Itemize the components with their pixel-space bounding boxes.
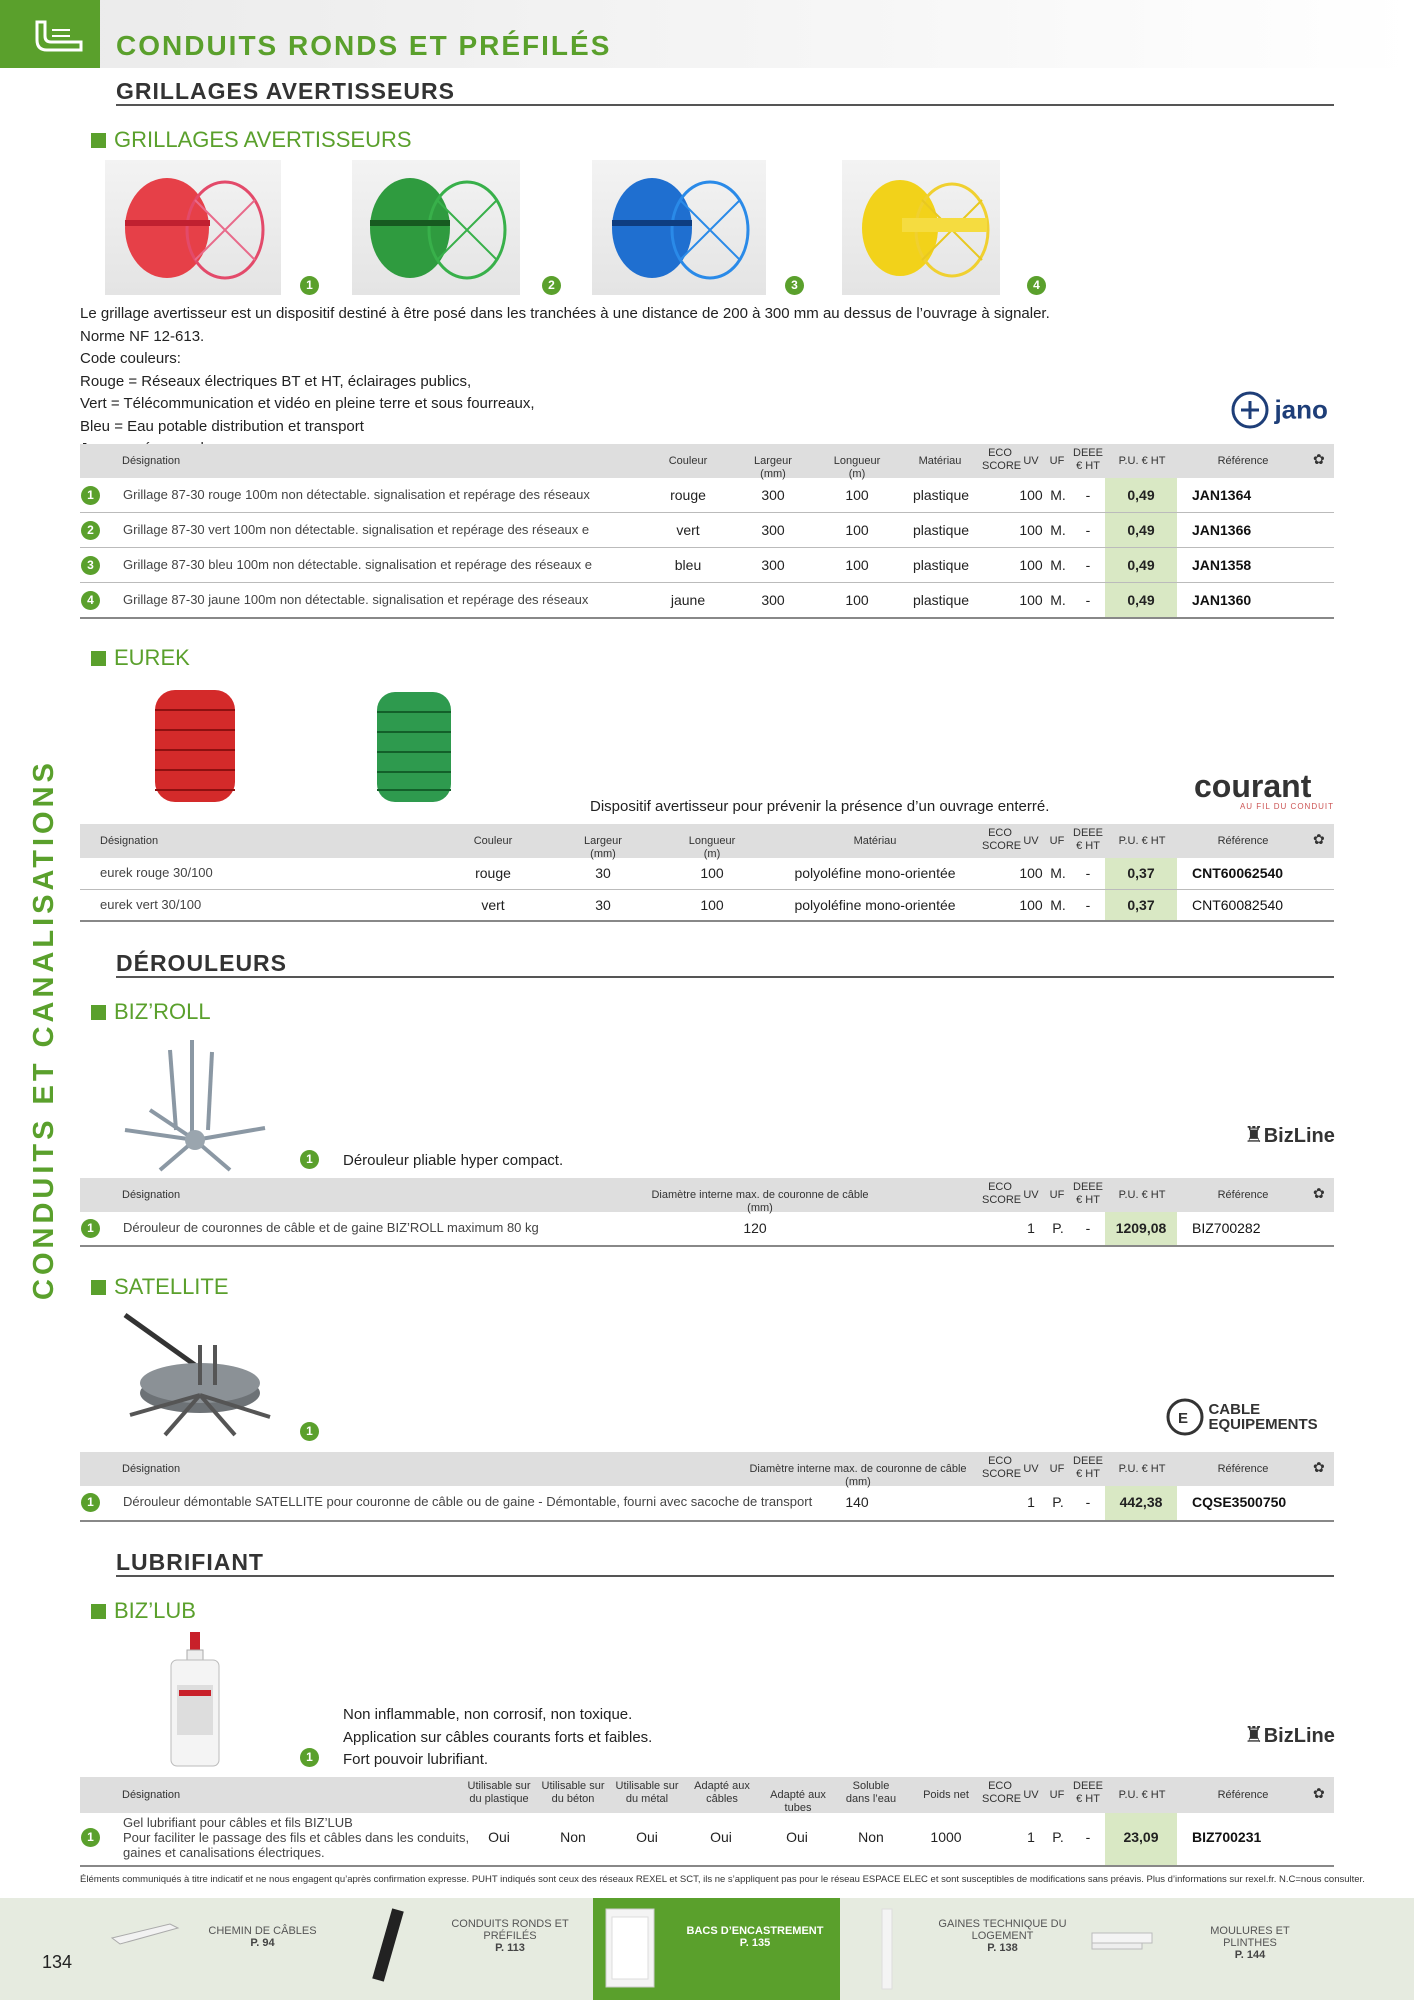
row-largeur: 30: [595, 897, 611, 913]
col-header-materiau: Matériau: [918, 455, 962, 467]
row-materiau: plastique: [912, 557, 970, 573]
flush-box-thumbnail: [600, 1905, 665, 1993]
row-reference: JAN1364: [1192, 487, 1252, 503]
product-image-yellow-mesh: [842, 160, 1000, 295]
row-divider: [80, 512, 1334, 513]
section-rule: [116, 976, 1334, 978]
col-header-reference: Référence: [1217, 835, 1269, 847]
section-rule: [116, 1575, 1334, 1577]
product-image-eurek-red: [150, 680, 240, 810]
footer-nav-item-moulures[interactable]: MOULURES ET PLINTHES P. 144: [1210, 1925, 1290, 1961]
row-deee: -: [1085, 557, 1091, 573]
row-longueur: 100: [845, 557, 869, 573]
row-designation: Dérouleur démontable SATELLITE pour couronne de câble ou de gaine - Démontable, fourni avec sacoche de transport: [123, 1494, 813, 1509]
col-header-designation: Désignation: [122, 455, 181, 467]
row-couleur: jaune: [670, 592, 706, 608]
row-diametre: 120: [743, 1220, 767, 1236]
row-metal: Oui: [636, 1829, 658, 1845]
brand-logo-bizline: ♜BizLine: [1244, 1122, 1335, 1147]
product-image-satellite: [120, 1305, 275, 1440]
col-header-reference: Référence: [1217, 1463, 1269, 1475]
section-title-lubrifiant: LUBRIFIANT: [116, 1549, 264, 1575]
row-reference: JAN1366: [1192, 522, 1252, 538]
product-number-badge: 1: [300, 276, 319, 295]
row-price: 0,49: [1127, 557, 1155, 573]
table-bottom-rule: [80, 920, 1334, 922]
row-materiau: plastique: [912, 487, 970, 503]
row-number-badge: 3: [81, 556, 100, 575]
brand-logo-bizline: ♜BizLine: [1244, 1722, 1335, 1747]
row-soluble: Non: [858, 1829, 884, 1845]
col-header-uf: UF: [1049, 1789, 1065, 1801]
product-image-green-mesh: [352, 160, 520, 295]
row-reference: CNT60082540: [1192, 897, 1284, 913]
product-number-badge: 2: [542, 276, 561, 295]
row-uv: 1: [1027, 1829, 1035, 1845]
product-image-eurek-green: [372, 682, 456, 812]
col-header-uf: UF: [1049, 1189, 1065, 1201]
row-price: 23,09: [1123, 1829, 1159, 1845]
row-reference: JAN1358: [1192, 557, 1252, 573]
subsection-title-bizlub: BIZ’LUB: [91, 1598, 196, 1624]
section-title-grillages: GRILLAGES AVERTISSEURS: [116, 78, 455, 104]
row-materiau: plastique: [912, 592, 970, 608]
row-beton: Non: [560, 1829, 586, 1845]
row-deee: -: [1085, 592, 1091, 608]
row-couleur: rouge: [670, 487, 706, 503]
col-header-couleur: Couleur: [473, 835, 513, 847]
brand-logo-courant: courant AU FIL DU CONDUIT: [1194, 768, 1334, 811]
row-diametre: 140: [845, 1494, 869, 1510]
row-materiau: polyoléfine mono-orientée: [794, 865, 956, 881]
col-header-deee: DEEE € HT: [1073, 1780, 1103, 1805]
row-couleur: vert: [676, 522, 700, 538]
col-header-longueur: Longueur (m): [833, 455, 881, 480]
page-number: 134: [42, 1952, 73, 1972]
row-deee: -: [1085, 1829, 1091, 1845]
section-title-derouleurs: DÉROULEURS: [116, 950, 288, 976]
footer-nav-item-conduits[interactable]: CONDUITS RONDS ET PRÉFILÉS P. 113: [451, 1918, 569, 1954]
col-header-largeur: Largeur (mm): [754, 455, 792, 480]
row-uf: M.: [1050, 865, 1066, 881]
category-icon: [0, 0, 100, 68]
col-header-uv: UV: [1023, 455, 1039, 467]
col-header-materiau: Matériau: [853, 835, 897, 847]
table-bottom-rule: [80, 1865, 1334, 1867]
brand-logo-cable-equipements: E CABLE EQUIPEMENTS: [1166, 1398, 1318, 1436]
col-header-deee: DEEE € HT: [1073, 1181, 1103, 1206]
col-header-longueur: Longueur (m): [688, 835, 736, 860]
row-tubes: Oui: [786, 1829, 808, 1845]
row-largeur: 300: [761, 592, 785, 608]
row-uf: M.: [1050, 557, 1066, 573]
row-longueur: 100: [845, 592, 869, 608]
row-number-badge: 2: [81, 521, 100, 540]
settings-gear-icon: ✿: [1313, 1785, 1325, 1801]
subsection-title-bizroll: BIZ’ROLL: [91, 999, 211, 1025]
row-number-badge: 1: [81, 1828, 100, 1847]
col-header-uf: UF: [1049, 455, 1065, 467]
settings-gear-icon: ✿: [1313, 1185, 1325, 1201]
row-number-badge: 1: [81, 1493, 100, 1512]
product-image-bizlub-bottle: [165, 1630, 225, 1770]
col-header-designation: Désignation: [122, 1463, 181, 1475]
row-cables: Oui: [710, 1829, 732, 1845]
footer-nav-item-bacs[interactable]: BACS D’ENCASTREMENT P. 135: [686, 1925, 824, 1949]
row-uv: 1: [1027, 1220, 1035, 1236]
col-header-deee: DEEE € HT: [1073, 827, 1103, 852]
settings-gear-icon: ✿: [1313, 831, 1325, 847]
col-header-deee: DEEE € HT: [1073, 1455, 1103, 1480]
col-header-designation: Désignation: [122, 1789, 181, 1801]
row-divider: [80, 582, 1334, 583]
row-deee: -: [1085, 1220, 1091, 1236]
row-uv: 100: [1019, 865, 1043, 881]
row-price: 1209,08: [1115, 1220, 1167, 1236]
row-price: 0,49: [1127, 592, 1155, 608]
row-poids: 1000: [930, 1829, 962, 1845]
col-header-plastique: Utilisable sur du plastique: [467, 1780, 531, 1805]
svg-text:E: E: [1178, 1410, 1189, 1427]
product-number-badge: 3: [785, 276, 804, 295]
row-largeur: 300: [761, 522, 785, 538]
row-divider: [80, 889, 1334, 890]
col-header-diametre: Diamètre interne max. de couronne de câble (mm): [749, 1463, 967, 1488]
row-divider: [80, 547, 1334, 548]
row-plastique: Oui: [488, 1829, 510, 1845]
row-deee: -: [1085, 865, 1091, 881]
row-deee: -: [1085, 522, 1091, 538]
eurek-description: Dispositif avertisseur pour prévenir la présence d’un ouvrage enterré.: [590, 798, 1050, 815]
col-header-eco-score: ECO SCORE: [982, 1181, 1022, 1206]
product-image-red-mesh: [105, 160, 281, 295]
subsection-title-satellite: SATELLITE: [91, 1274, 229, 1300]
row-uv: 100: [1019, 522, 1043, 538]
row-couleur: rouge: [475, 865, 511, 881]
row-longueur: 100: [700, 865, 724, 881]
subsection-title-grillages: GRILLAGES AVERTISSEURS: [91, 127, 412, 153]
col-header-uv: UV: [1023, 1189, 1039, 1201]
row-largeur: 30: [595, 865, 611, 881]
col-header-pu: P.U. € HT: [1118, 1463, 1166, 1475]
col-header-uv: UV: [1023, 1463, 1039, 1475]
col-header-soluble: Soluble dans l’eau: [845, 1780, 897, 1805]
col-header-pu: P.U. € HT: [1118, 835, 1166, 847]
row-couleur: vert: [481, 897, 505, 913]
col-header-largeur: Largeur (mm): [584, 835, 622, 860]
row-longueur: 100: [845, 522, 869, 538]
side-category-label: CONDUITS ET CANALISATIONS: [28, 759, 60, 1300]
row-reference: JAN1360: [1192, 592, 1252, 608]
bizroll-description: Dérouleur pliable hyper compact.: [343, 1152, 564, 1169]
settings-gear-icon: ✿: [1313, 451, 1325, 467]
row-couleur: bleu: [674, 557, 702, 573]
row-deee: -: [1085, 897, 1091, 913]
row-uv: 1: [1027, 1494, 1035, 1510]
col-header-eco-score: ECO SCORE: [982, 1780, 1022, 1805]
col-header-reference: Référence: [1217, 455, 1269, 467]
row-reference: BIZ700282: [1192, 1220, 1261, 1236]
moulding-thumbnail: [1090, 1925, 1160, 1955]
row-price: 442,38: [1119, 1494, 1163, 1510]
col-header-uf: UF: [1049, 835, 1065, 847]
row-longueur: 100: [700, 897, 724, 913]
row-deee: -: [1085, 487, 1091, 503]
row-materiau: polyoléfine mono-orientée: [794, 897, 956, 913]
col-header-eco-score: ECO SCORE: [982, 1455, 1022, 1480]
col-header-eco-score: ECO SCORE: [982, 447, 1022, 472]
product-number-badge: 1: [300, 1150, 319, 1169]
col-header-poids: Poids net: [923, 1789, 969, 1801]
row-deee: -: [1085, 1494, 1091, 1510]
row-designation: eurek rouge 30/100: [100, 865, 213, 880]
col-header-designation: Désignation: [100, 835, 159, 847]
row-materiau: plastique: [912, 522, 970, 538]
col-header-pu: P.U. € HT: [1118, 1789, 1166, 1801]
row-price: 0,37: [1127, 897, 1155, 913]
row-number-badge: 1: [81, 486, 100, 505]
row-designation: Gel lubrifiant pour câbles et fils BIZ’LUB Pour faciliter le passage des fils et câbles dans les conduits, gaines et canalisations électriques.: [123, 1815, 470, 1860]
row-designation: Grillage 87-30 jaune 100m non détectable. signalisation et repérage des réseaux: [123, 592, 589, 607]
section-rule: [116, 104, 1334, 106]
cable-tray-thumbnail: [110, 1918, 180, 1948]
row-designation: Grillage 87-30 bleu 100m non détectable. signalisation et repérage des réseaux e: [123, 557, 593, 572]
row-number-badge: 1: [81, 1219, 100, 1238]
grillages-description: Le grillage avertisseur est un dispositif destiné à être posé dans les tranchées à une distance de 200 à 300 mm au dessus de l’ouvrage à signaler. Norme NF 12-613. Code couleurs: Rouge = Réseaux électriques BT et HT, éclairages publics, Vert = Télécommunication et vidéo en pleine terre et sous fourreaux, Bleu = Eau potable distribution et transport: [80, 305, 1050, 435]
row-uf: M.: [1050, 897, 1066, 913]
col-header-cables: Adapté aux câbles: [694, 1780, 750, 1805]
row-reference: CNT60062540: [1192, 865, 1284, 881]
row-longueur: 100: [845, 487, 869, 503]
row-uv: 100: [1019, 897, 1043, 913]
col-header-pu: P.U. € HT: [1118, 455, 1166, 467]
row-uv: 100: [1019, 592, 1043, 608]
col-header-deee: DEEE € HT: [1073, 447, 1103, 472]
page-title: CONDUITS RONDS ET PRÉFILÉS: [116, 30, 612, 61]
row-price: 0,37: [1127, 865, 1155, 881]
row-price: 0,49: [1127, 522, 1155, 538]
col-header-uv: UV: [1023, 835, 1039, 847]
col-header-reference: Référence: [1217, 1189, 1269, 1201]
product-image-bizroll: [120, 1030, 270, 1175]
row-price: 0,49: [1127, 487, 1155, 503]
product-number-badge: 1: [300, 1422, 319, 1441]
row-uf: M.: [1050, 487, 1066, 503]
row-uf: M.: [1050, 522, 1066, 538]
footer-nav-item-gaines[interactable]: GAINES TECHNIQUE DU LOGEMENT P. 138: [938, 1918, 1067, 1954]
legal-footnote: Éléments communiqués à titre indicatif et ne nous engagent qu’après confirmation expresse. PUHT indiqués sont ceux des réseaux REXEL et SCT, ils ne s’appliquent pas pour le réseau ESPACE ELEC et sont susceptibles de modifications sans préavis. Plus d’informations sur rexel.fr. N.C=nous consulter.: [80, 1874, 1365, 1885]
table-bottom-rule: [80, 1245, 1334, 1247]
row-number-badge: 4: [81, 591, 100, 610]
settings-gear-icon: ✿: [1313, 1459, 1325, 1475]
col-header-uf: UF: [1049, 1463, 1065, 1475]
row-uv: 100: [1019, 487, 1043, 503]
col-header-beton: Utilisable sur du béton: [541, 1780, 605, 1805]
col-header-metal: Utilisable sur du métal: [615, 1780, 679, 1805]
subsection-title-eurek: EUREK: [91, 645, 190, 671]
row-uf: P.: [1052, 1494, 1064, 1510]
row-designation: Grillage 87-30 rouge 100m non détectable. signalisation et repérage des réseaux: [123, 487, 590, 502]
product-number-badge: 4: [1027, 276, 1046, 295]
row-largeur: 300: [761, 487, 785, 503]
footer-nav-item-chemin-cables[interactable]: CHEMIN DE CÂBLES P. 94: [208, 1925, 317, 1949]
row-designation: Grillage 87-30 vert 100m non détectable. signalisation et repérage des réseaux e: [123, 522, 590, 537]
technical-sheath-thumbnail: [872, 1905, 902, 1993]
row-reference: CQSE3500750: [1192, 1494, 1287, 1510]
col-header-eco-score: ECO SCORE: [982, 827, 1022, 852]
row-designation: eurek vert 30/100: [100, 897, 202, 912]
brand-logo-jano: jano: [1230, 390, 1328, 430]
bizlub-description: Non inflammable, non corrosif, non toxique. Application sur câbles courants forts et faibles. Fort pouvoir lubrifiant.: [343, 1706, 653, 1768]
row-designation: Dérouleur de couronnes de câble et de gaine BIZ’ROLL maximum 80 kg: [123, 1220, 539, 1235]
col-header-couleur: Couleur: [668, 455, 708, 467]
table-bottom-rule: [80, 617, 1334, 619]
row-uf: M.: [1050, 592, 1066, 608]
col-header-uv: UV: [1023, 1789, 1039, 1801]
col-header-tubes: Adapté aux tubes: [770, 1789, 826, 1814]
table-bottom-rule: [80, 1520, 1334, 1522]
col-header-pu: P.U. € HT: [1118, 1189, 1166, 1201]
product-number-badge: 1: [300, 1748, 319, 1767]
col-header-diametre: Diamètre interne max. de couronne de câble (mm): [651, 1189, 869, 1214]
row-reference: BIZ700231: [1192, 1829, 1262, 1845]
row-uv: 100: [1019, 557, 1043, 573]
row-uf: P.: [1052, 1829, 1064, 1845]
row-largeur: 300: [761, 557, 785, 573]
row-uf: P.: [1052, 1220, 1064, 1236]
conduit-thumbnail: [368, 1905, 418, 1985]
col-header-designation: Désignation: [122, 1189, 181, 1201]
col-header-reference: Référence: [1217, 1789, 1269, 1801]
product-image-blue-mesh: [592, 160, 766, 295]
